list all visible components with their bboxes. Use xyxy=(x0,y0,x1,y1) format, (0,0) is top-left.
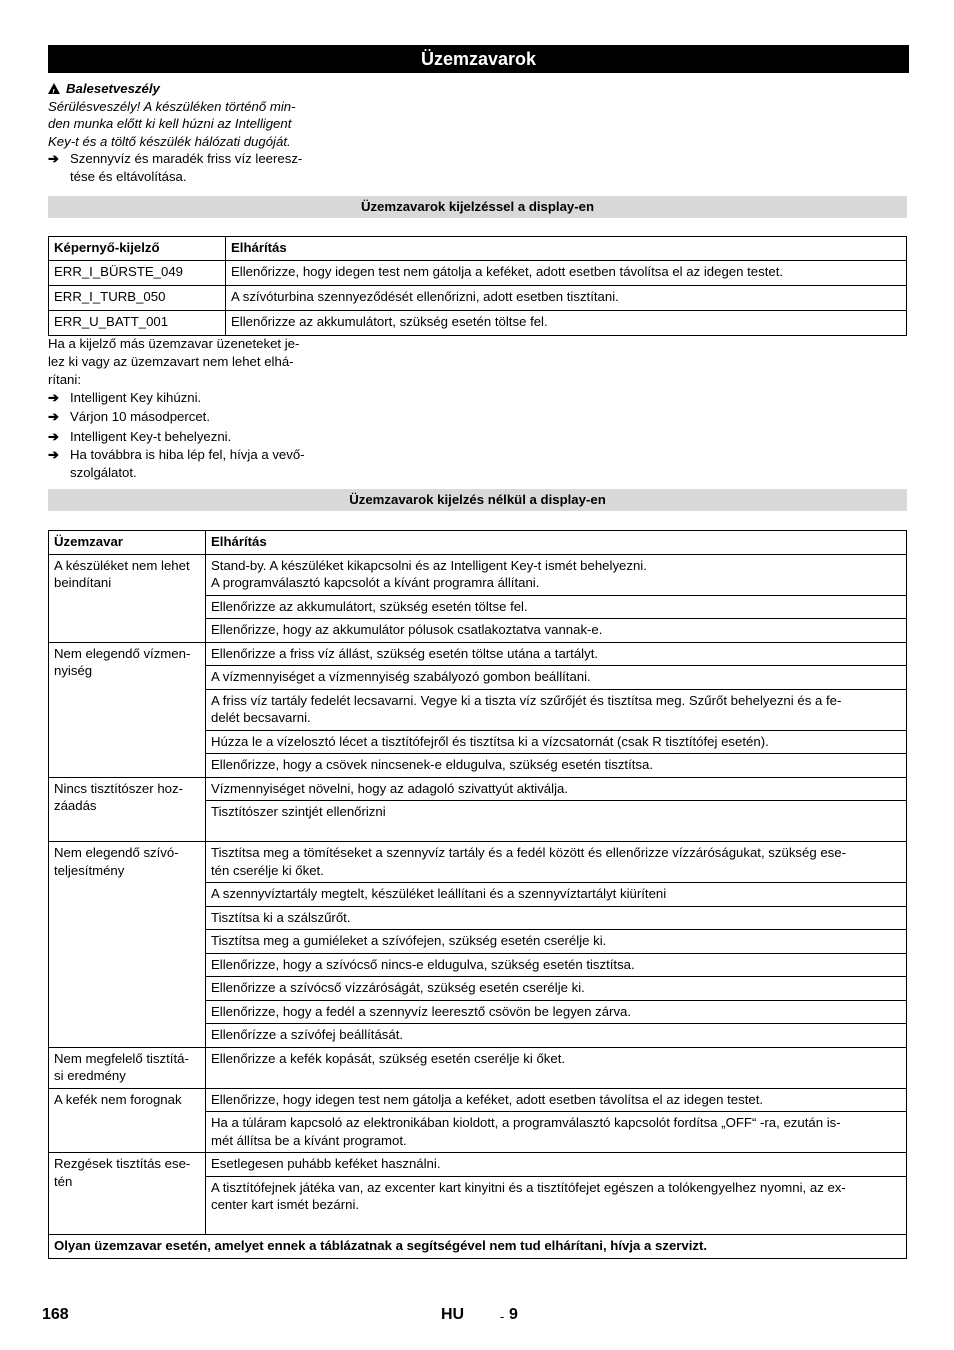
remedy-cell: A szívóturbina szennyeződését ellenőrizni, adott esetben tisztítani. xyxy=(226,285,907,310)
page-number: 168 xyxy=(42,1306,69,1323)
remedy-line: Ellenőrizze, hogy a szívócső nincs-e eldugulva, szükség esetén tisztítsa. xyxy=(211,956,635,972)
fault-line: A kefék nem forognak xyxy=(54,1091,182,1107)
fault-line: Rezgések tisztítás ese- xyxy=(54,1156,191,1171)
table-header-cell: Elhárítás xyxy=(206,531,907,555)
remedy-cell xyxy=(206,930,907,954)
remedy-cell xyxy=(206,953,907,977)
error-code-cell: ERR_U_BATT_001 xyxy=(49,310,226,335)
remedy-line: Ellenőrizze a friss víz állást, szükség esetén töltse utána a tartályt. xyxy=(211,645,599,661)
fault-line: beindítani xyxy=(54,575,112,590)
fault-line: Nem megfelelő tisztítá- xyxy=(54,1050,189,1066)
remedy-line: Tisztítószer szintjét ellenőrizni xyxy=(211,804,386,819)
remedy-line: Vízmennyiséget növelni, hogy az adagoló szivattyút aktiválja. xyxy=(211,780,568,796)
warning-line: den munka előtt ki kell húzni az Intelligent xyxy=(48,116,292,131)
step-line: Szennyvíz és maradék friss víz leeresz- xyxy=(70,151,303,166)
arrow-icon: ➔ xyxy=(48,390,60,405)
table-row xyxy=(49,1153,907,1177)
remedy-cell xyxy=(206,1000,907,1024)
fault-table xyxy=(48,530,907,1259)
fault-cell xyxy=(49,1153,206,1235)
remedy-cell xyxy=(206,777,907,801)
step-line: tése és eltávolítása. xyxy=(70,168,187,184)
remedy-cell: Ellenőrizze, hogy idegen test nem gátolja a keféket, adott esetben távolítsa el az idegen testet. xyxy=(226,260,907,285)
warning-block xyxy=(48,80,328,185)
warning-triangle-icon xyxy=(48,83,60,94)
section-heading-display: Üzemzavarok kijelzéssel a display-en xyxy=(48,196,907,218)
page-title: Üzemzavarok xyxy=(48,45,909,73)
remedy-cell xyxy=(206,1047,907,1088)
remedy-line: A vízmennyiséget a vízmennyiség szabályozó gombon beállítani. xyxy=(211,669,591,684)
remedy-cell xyxy=(206,977,907,1001)
remedy-cell xyxy=(206,730,907,754)
remedy-cell xyxy=(206,1176,907,1235)
step-line: Ha továbbra is hiba lép fel, hívja a vevő- xyxy=(70,447,305,462)
fault-line: teljesítmény xyxy=(54,862,125,878)
reset-step xyxy=(48,408,333,426)
remedy-line: A tisztítófejnek játéka van, az excenter kart kinyitni és a tisztítófejet egészen a tolókengyelhez nyomni, az ex- xyxy=(211,1179,846,1195)
section-heading-no-display: Üzemzavarok kijelzés nélkül a display-en xyxy=(48,489,907,511)
fault-line: tén xyxy=(54,1173,73,1189)
fault-cell xyxy=(49,1088,206,1153)
remedy-line: Ellenőrízze a szívófej beállítását. xyxy=(211,1027,404,1042)
warning-line: Key-t és a töltő készülék hálózati dugóját. xyxy=(48,133,291,149)
remedy-cell xyxy=(206,595,907,619)
remedy-line: Ellenőrizze az akkumulátort, szükség esetén töltse fel. xyxy=(211,598,528,614)
arrow-icon: ➔ xyxy=(48,409,60,424)
step-line: Intelligent Key kihúzni. xyxy=(70,390,202,405)
warning-step xyxy=(48,150,328,185)
fault-cell xyxy=(49,554,206,642)
remedy-line: A szennyvíztartály megtelt, készüléket leállítani és a szennyvíztartályt kiüríteni xyxy=(211,886,667,901)
table-header-cell: Képernyő-kijelző xyxy=(49,237,226,261)
note-line: Ha a kijelző más üzemzavar üzeneteket je- xyxy=(48,336,300,351)
fault-line: A készüléket nem lehet xyxy=(54,557,190,573)
reset-instructions xyxy=(48,335,333,482)
remedy-line: A friss víz tartály fedelét lecsavarni. Vegye ki a tiszta víz szűrőjét és tisztítsa meg. Szűrőt behelyezni és a fe- xyxy=(211,692,842,708)
fault-line: záadás xyxy=(54,798,97,813)
remedy-cell xyxy=(206,1153,907,1177)
table-row xyxy=(49,642,907,666)
step-line: Várjon 10 másodpercet. xyxy=(70,409,211,424)
remedy-cell xyxy=(206,689,907,730)
table-footer-row xyxy=(49,1235,907,1259)
error-code-cell: ERR_I_TURB_050 xyxy=(49,285,226,310)
service-note: Olyan üzemzavar esetén, amelyet ennek a táblázatnak a segítségével nem tud elhárítani, hívja a szervizt. xyxy=(49,1235,907,1259)
fault-cell xyxy=(49,642,206,777)
table-row xyxy=(49,285,907,310)
table-row xyxy=(49,842,907,883)
remedy-line: mét állítsa be a kívánt programot. xyxy=(211,1132,407,1148)
fault-line: Nem elegendő szívó- xyxy=(54,845,179,860)
reset-step xyxy=(48,428,333,446)
remedy-line: Stand-by. A készüléket kikapcsolni és az Intelligent Key-t ismét behelyezni. xyxy=(211,557,647,573)
remedy-cell xyxy=(206,883,907,907)
section-page-number: 9 xyxy=(509,1306,518,1323)
fault-line: Nincs tisztítószer hoz- xyxy=(54,780,183,796)
warning-line: Sérülésveszély! A készüléken történő min- xyxy=(48,98,296,114)
table-row xyxy=(49,777,907,801)
fault-line: si eredmény xyxy=(54,1068,126,1083)
remedy-line: Tisztítsa meg a gumiéleket a szívófejen, szükség esetén cserélje ki. xyxy=(211,933,607,948)
reset-step xyxy=(48,446,333,482)
remedy-line: Ellenőrizze, hogy a csövek nincsenek-e eldugulva, szükség esetén tisztítsa. xyxy=(211,757,654,772)
arrow-icon: ➔ xyxy=(48,447,60,462)
remedy-line: Esetlegesen puhább keféket használni. xyxy=(211,1156,441,1171)
note-line: rítani: xyxy=(48,372,81,387)
remedy-cell xyxy=(206,842,907,883)
remedy-line: center kart ismét bezárni. xyxy=(211,1197,360,1212)
remedy-line xyxy=(211,1067,901,1085)
remedy-cell xyxy=(206,1024,907,1048)
remedy-line: Tisztítsa meg a tömítéseket a szennyvíz tartály és a fedél között és ellenőrizze vízzáróságukat, szükség ese- xyxy=(211,845,846,860)
remedy-cell xyxy=(206,1112,907,1153)
fault-cell xyxy=(49,777,206,842)
fault-line: nyiség xyxy=(54,663,93,678)
table-row xyxy=(49,1088,907,1112)
remedy-line: Húzza le a vízelosztó lécet a tisztítófejről és tisztítsa ki a vízcsatornát (csak R tisztítófej esetén). xyxy=(211,733,769,749)
error-code-cell: ERR_I_BÜRSTE_049 xyxy=(49,260,226,285)
table-row xyxy=(49,554,907,595)
table-header-row xyxy=(49,237,907,261)
remedy-line: Ellenőrizze, hogy a fedél a szennyvíz leeresztő csövön be legyen zárva. xyxy=(211,1003,632,1019)
note-line: lez ki vagy az üzemzavart nem lehet elhá- xyxy=(48,354,294,369)
remedy-line xyxy=(211,821,901,839)
language-code: HU xyxy=(441,1306,465,1323)
remedy-cell xyxy=(206,642,907,666)
remedy-cell xyxy=(206,1088,907,1112)
remedy-line: Ellenőrizze, hogy idegen test nem gátolja a keféket, adott esetben távolítsa el az idegen testet. xyxy=(211,1091,764,1107)
footer-separator: - xyxy=(500,1309,505,1324)
remedy-cell: Ellenőrizze az akkumulátort, szükség esetén töltse fel. xyxy=(226,310,907,335)
table-row xyxy=(49,260,907,285)
table-header-cell: Elhárítás xyxy=(226,237,907,261)
remedy-line: tén cserélje ki őket. xyxy=(211,862,324,878)
remedy-cell xyxy=(206,754,907,778)
remedy-cell xyxy=(206,801,907,842)
display-error-table xyxy=(48,236,907,336)
table-row xyxy=(49,1047,907,1088)
remedy-line xyxy=(211,1214,901,1232)
table-header-cell: Üzemzavar xyxy=(49,531,206,555)
remedy-line: delét becsavarni. xyxy=(211,710,311,725)
fault-line: Nem elegendő vízmen- xyxy=(54,645,191,661)
remedy-cell xyxy=(206,666,907,690)
warning-heading-text: Balesetveszély xyxy=(66,81,160,96)
remedy-cell xyxy=(206,619,907,643)
reset-step xyxy=(48,389,333,407)
table-header-row xyxy=(49,531,907,555)
remedy-line: A programválasztó kapcsolót a kívánt programra állítani. xyxy=(211,575,540,590)
remedy-line: Tisztítsa ki a szálszűrőt. xyxy=(211,909,351,925)
fault-cell xyxy=(49,842,206,1048)
arrow-icon: ➔ xyxy=(48,429,60,444)
step-line: Intelligent Key-t behelyezni. xyxy=(70,429,232,444)
step-line: szolgálatot. xyxy=(70,465,137,480)
fault-cell xyxy=(49,1047,206,1088)
arrow-icon: ➔ xyxy=(48,151,60,166)
remedy-cell xyxy=(206,906,907,930)
remedy-line: Ellenőrizze a kefék kopását, szükség esetén cserélje ki őket. xyxy=(211,1050,566,1066)
remedy-cell xyxy=(206,554,907,595)
warning-heading xyxy=(48,80,328,98)
remedy-line: Ellenőrizze, hogy az akkumulátor pólusok csatlakoztatva vannak-e. xyxy=(211,622,603,637)
remedy-line: Ha a túláram kapcsoló az elektronikában kioldott, a programválasztó kapcsolót fordítsa „OFF“ -ra, ezután is- xyxy=(211,1115,841,1130)
table-row xyxy=(49,310,907,335)
remedy-line: Ellenőrizze a szívócső vízzáróságát, szükség esetén cserélje ki. xyxy=(211,980,585,995)
